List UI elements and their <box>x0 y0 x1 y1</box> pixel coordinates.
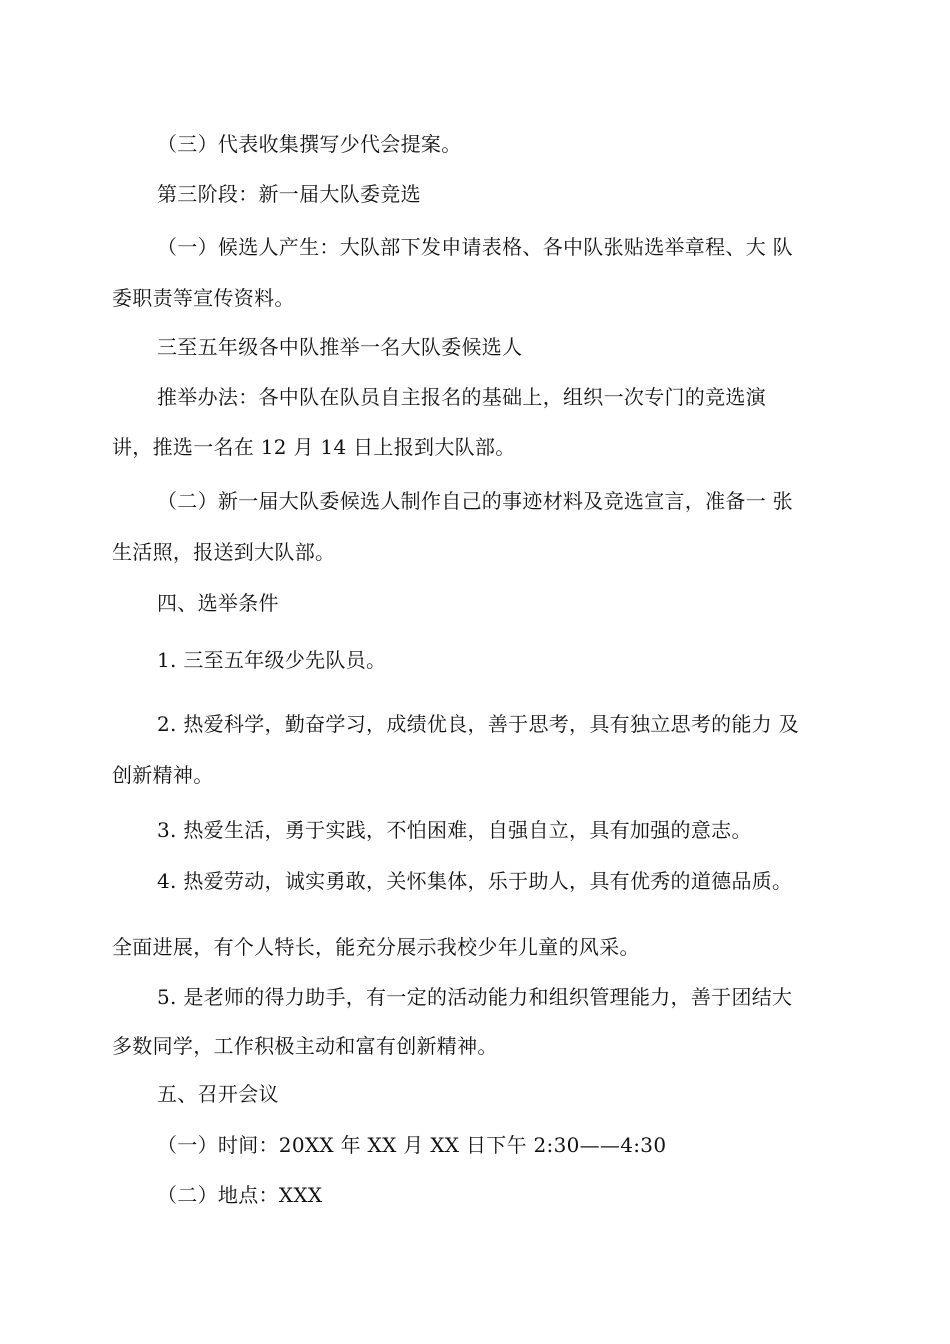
paragraph-line: 讲，推选一名在 12 月 14 日上报到大队部。 <box>112 435 516 459</box>
section-heading: 四、选举条件 <box>157 591 279 615</box>
paragraph-line: （一）时间：20XX 年 XX 月 XX 日下午 2:30——4:30 <box>157 1133 667 1157</box>
list-item: 5. 是老师的得力助手，有一定的活动能力和组织管理能力，善于团结大 <box>157 985 793 1009</box>
list-item: 3. 热爱生活，勇于实践，不怕困难，自强自立，具有加强的意志。 <box>157 818 752 842</box>
list-item: 1. 三至五年级少先队员。 <box>157 648 387 672</box>
paragraph-line: （二）新一届大队委候选人制作自己的事迹材料及竞选宣言，准备一 张 <box>157 489 793 513</box>
section-heading: 第三阶段：新一届大队委竞选 <box>157 182 421 206</box>
list-item: 4. 热爱劳动，诚实勇敢，关怀集体，乐于助人，具有优秀的道德品质。 <box>157 869 793 893</box>
paragraph-line: 三至五年级各中队推举一名大队委候选人 <box>157 335 523 359</box>
paragraph-line: 全面进展，有个人特长，能充分展示我校少年儿童的风采。 <box>112 935 640 959</box>
paragraph-line: （一）候选人产生：大队部下发申请表格、各中队张贴选举章程、大 队 <box>157 235 793 259</box>
paragraph-line: （二）地点：XXX <box>157 1183 323 1207</box>
paragraph-line: （三）代表收集撰写少代会提案。 <box>157 132 462 156</box>
paragraph-line: 多数同学，工作积极主动和富有创新精神。 <box>112 1034 498 1058</box>
section-heading: 五、召开会议 <box>157 1082 279 1106</box>
paragraph-line: 委职责等宣传资料。 <box>112 286 295 310</box>
paragraph-line: 创新精神。 <box>112 763 214 787</box>
list-item: 2. 热爱科学，勤奋学习，成绩优良，善于思考，具有独立思考的能力 及 <box>157 712 799 736</box>
paragraph-line: 生活照，报送到大队部。 <box>112 540 336 564</box>
paragraph-line: 推举办法：各中队在队员自主报名的基础上，组织一次专门的竞选演 <box>157 385 766 409</box>
